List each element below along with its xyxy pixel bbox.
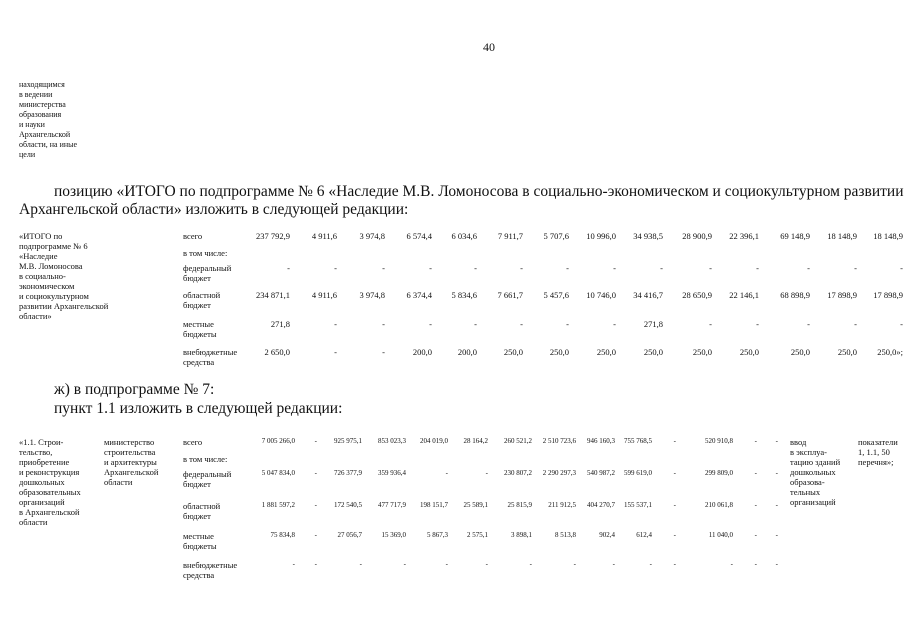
table-cell: - (673, 560, 676, 568)
table-cell: 404 270,7 (587, 501, 615, 509)
table-cell: 726 377,9 (334, 469, 362, 477)
table-cell: 237 792,9 (256, 231, 290, 241)
table-cell: 200,0 (457, 347, 477, 357)
table-cell: - (314, 560, 317, 568)
table-cell: - (382, 319, 385, 329)
row-name-line: средства (183, 570, 215, 580)
table-cell: 6 374,4 (406, 290, 432, 300)
table-cell: 68 898,9 (780, 290, 810, 300)
row-name-line: всего (183, 231, 203, 241)
row-name-line: местные (183, 531, 214, 541)
table-cell: - (775, 560, 778, 568)
table2-executor: министерство строительства и архитектуры Архангельской области (104, 437, 159, 487)
row-name-line: в том числе: (183, 248, 228, 258)
table-cell: 230 807,2 (504, 469, 532, 477)
top-fragment: находящимся в ведении министерства образования и науки Архангельской области, на иные цели (19, 80, 78, 159)
row-name-line: областной (183, 290, 221, 300)
table-cell: - (754, 560, 757, 568)
table-cell: - (754, 437, 757, 445)
table-cell: 2 510 723,6 (542, 437, 576, 445)
table-cell: 520 910,8 (705, 437, 733, 445)
table-cell: - (382, 347, 385, 357)
table-cell: 477 717,9 (378, 501, 406, 509)
table-cell: 250,0 (549, 347, 569, 357)
table-cell: - (613, 263, 616, 273)
table-cell: 612,4 (636, 531, 652, 539)
table-cell: 8 513,8 (555, 531, 576, 539)
table2-label: «1.1. Строи- тельство, приобретение и реконструкция дошкольных образовательных организаций в Архангельской области (19, 437, 81, 527)
table-cell: - (754, 469, 757, 477)
row-name (183, 454, 227, 464)
table-cell: - (485, 560, 488, 568)
table-cell: - (673, 437, 676, 445)
table-cell: 7 661,7 (497, 290, 523, 300)
table-cell: 17 898,9 (827, 290, 857, 300)
table-cell: - (314, 437, 317, 445)
table-cell: 25 589,1 (463, 501, 488, 509)
table-cell: - (613, 319, 616, 329)
table-cell: - (529, 560, 532, 568)
table-cell: - (292, 560, 295, 568)
table-cell: 902,4 (599, 531, 615, 539)
table-cell: 3 974,8 (359, 290, 385, 300)
heading-itogo-line2: Архангельской области» изложить в следующей редакции: (19, 201, 409, 218)
table-cell: 540 987,2 (587, 469, 615, 477)
table-cell: - (359, 560, 362, 568)
row-name (183, 231, 202, 241)
table-cell: - (756, 319, 759, 329)
table-cell: - (573, 560, 576, 568)
table-cell: 853 023,3 (378, 437, 406, 445)
table-cell: 5 707,6 (543, 231, 569, 241)
table-cell: 198 151,7 (420, 501, 448, 509)
table-cell: - (314, 531, 317, 539)
table-cell: 250,0 (503, 347, 523, 357)
table-cell: 250,0 (692, 347, 712, 357)
table-cell: 250,0»; (877, 347, 903, 357)
table-cell: - (807, 263, 810, 273)
row-name (183, 501, 220, 521)
row-name-line: федеральный (183, 469, 232, 479)
table-cell: - (854, 319, 857, 329)
table-cell: - (775, 437, 778, 445)
row-name-line: бюджет (183, 479, 211, 489)
table-cell: 204 019,0 (420, 437, 448, 445)
table-cell: - (900, 319, 903, 329)
table-cell: - (754, 531, 757, 539)
table-cell: 18 148,9 (827, 231, 857, 241)
table-cell: 7 005 266,0 (261, 437, 295, 445)
row-name-line: областной (183, 501, 221, 511)
row-name-line: бюджет (183, 300, 211, 310)
table-cell: 1 881 597,2 (261, 501, 295, 509)
table-cell: 599 619,0 (624, 469, 652, 477)
table-cell: 7 911,7 (497, 231, 523, 241)
row-name-line: местные (183, 319, 214, 329)
table-cell: 10 746,0 (586, 290, 616, 300)
table-cell: 234 871,1 (256, 290, 290, 300)
row-name-line: федеральный (183, 263, 232, 273)
table-cell: 271,8 (643, 319, 663, 329)
row-name (183, 469, 231, 489)
table-cell: 3 898,1 (511, 531, 532, 539)
page-number: 40 (483, 40, 495, 54)
table-cell: 5 867,3 (427, 531, 448, 539)
row-name-line: бюджет (183, 511, 211, 521)
row-name-line: бюджет (183, 273, 211, 283)
table-cell: 11 040,0 (708, 531, 733, 539)
table-cell: 250,0 (790, 347, 810, 357)
table-cell: 172 540,5 (334, 501, 362, 509)
table-cell: 5 834,6 (451, 290, 477, 300)
table-cell: - (334, 347, 337, 357)
table-cell: - (314, 501, 317, 509)
table-cell: 946 160,3 (587, 437, 615, 445)
table-cell: - (566, 263, 569, 273)
row-name-line: всего (183, 437, 203, 447)
row-name (183, 263, 231, 283)
table-cell: 22 146,1 (729, 290, 759, 300)
table-cell: - (807, 319, 810, 329)
table-cell: 18 148,9 (873, 231, 903, 241)
table-cell: 34 416,7 (633, 290, 663, 300)
table-cell: - (775, 501, 778, 509)
table-cell: - (429, 263, 432, 273)
table-cell: - (660, 263, 663, 273)
table-cell: - (382, 263, 385, 273)
table-cell: - (403, 560, 406, 568)
table2-result: ввод в эксплуа- тацию зданий дошкольных образова- тельных организаций (790, 437, 841, 507)
row-name (183, 290, 220, 310)
table-cell: 925 975,1 (334, 437, 362, 445)
row-name (183, 248, 227, 258)
table-cell: - (445, 469, 448, 477)
table-cell: 28 650,9 (682, 290, 712, 300)
table-cell: - (566, 319, 569, 329)
table2-indicators: показатели 1, 1.1, 50 перечня»; (858, 437, 898, 467)
table-cell: 250,0 (837, 347, 857, 357)
table-cell: - (485, 469, 488, 477)
table-cell: 299 809,0 (705, 469, 733, 477)
table-cell: - (673, 531, 676, 539)
table-cell: 359 936,4 (378, 469, 406, 477)
table-cell: 34 938,5 (633, 231, 663, 241)
table-cell: 28 900,9 (682, 231, 712, 241)
table-cell: - (287, 263, 290, 273)
table-cell: - (775, 531, 778, 539)
table-cell: - (673, 469, 676, 477)
row-name (183, 531, 217, 551)
table-cell: 6 034,6 (451, 231, 477, 241)
table-cell: - (754, 501, 757, 509)
table-cell: 271,8 (270, 319, 290, 329)
table-cell: 200,0 (412, 347, 432, 357)
row-name-line: внебюджетные (183, 347, 238, 357)
table-cell: 4 911,6 (311, 290, 337, 300)
table1-label: «ИТОГО по подпрограмме № 6 «Наследие М.В. Ломоносова в социально- экономическом и социокультурном развитии Архангельской области» (19, 231, 109, 321)
table-cell: - (445, 560, 448, 568)
table-cell: 27 056,7 (337, 531, 362, 539)
table-cell: - (334, 263, 337, 273)
table-cell: 69 148,9 (780, 231, 810, 241)
row-name (183, 560, 237, 580)
table-cell: 155 537,1 (624, 501, 652, 509)
table-cell: 2 290 297,3 (542, 469, 576, 477)
table-cell: 25 815,9 (507, 501, 532, 509)
table-cell: 3 974,8 (359, 231, 385, 241)
table-cell: - (730, 560, 733, 568)
table-cell: - (649, 560, 652, 568)
table-cell: 75 834,8 (270, 531, 295, 539)
table-cell: - (474, 263, 477, 273)
table-cell: - (673, 501, 676, 509)
table-cell: 5 457,6 (543, 290, 569, 300)
table-cell: 10 996,0 (586, 231, 616, 241)
row-name (183, 319, 217, 339)
table-cell: - (520, 319, 523, 329)
table-cell: 260 521,2 (504, 437, 532, 445)
table-cell: 28 164,2 (463, 437, 488, 445)
table-cell: 2 575,1 (467, 531, 488, 539)
table-cell: 5 047 834,0 (261, 469, 295, 477)
row-name-line: внебюджетные (183, 560, 238, 570)
table-cell: - (429, 319, 432, 329)
table-cell: - (314, 469, 317, 477)
heading-subprogram-7: ж) в подпрограмме № 7: (54, 381, 215, 398)
row-name-line: в том числе: (183, 454, 228, 464)
table-cell: - (709, 263, 712, 273)
row-name (183, 347, 237, 367)
table-cell: 2 650,0 (264, 347, 290, 357)
row-name-line: бюджеты (183, 541, 217, 551)
table-cell: 755 768,5 (624, 437, 652, 445)
heading-itogo-line1: позицию «ИТОГО по подпрограмме № 6 «Наследие М.В. Ломоносова в социально-экономическом и социокультурном развитии (54, 183, 904, 200)
table-cell: 6 574,4 (406, 231, 432, 241)
table-cell: 250,0 (596, 347, 616, 357)
table-cell: 17 898,9 (873, 290, 903, 300)
row-name (183, 437, 202, 447)
row-name-line: средства (183, 357, 215, 367)
heading-point-1-1: пункт 1.1 изложить в следующей редакции: (54, 400, 343, 417)
table-cell: 250,0 (643, 347, 663, 357)
row-name-line: бюджеты (183, 329, 217, 339)
table-cell: - (520, 263, 523, 273)
table-cell: 15 369,0 (381, 531, 406, 539)
table-cell: - (756, 263, 759, 273)
table-cell: - (900, 263, 903, 273)
table-cell: 4 911,6 (311, 231, 337, 241)
table-cell: - (709, 319, 712, 329)
table-cell: 210 061,8 (705, 501, 733, 509)
table-cell: - (474, 319, 477, 329)
table-cell: 250,0 (739, 347, 759, 357)
table-cell: - (334, 319, 337, 329)
table-cell: - (775, 469, 778, 477)
table-cell: 22 396,1 (729, 231, 759, 241)
table-cell: 211 912,5 (548, 501, 576, 509)
table-cell: - (854, 263, 857, 273)
table-cell: - (612, 560, 615, 568)
